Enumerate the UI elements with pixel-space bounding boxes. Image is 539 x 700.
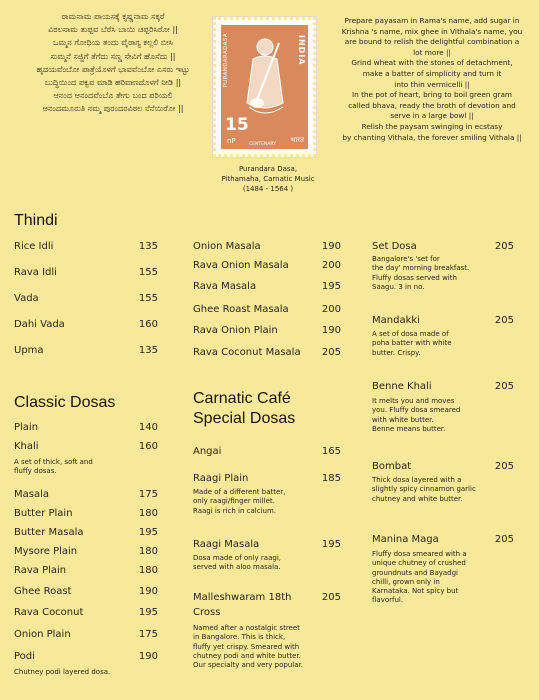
menu-item-name: Dahi Vada — [14, 319, 65, 330]
menu-item-description — [193, 554, 323, 573]
poem-line: are bound to relish the delightful combination a — [344, 37, 520, 47]
menu-item-name: Rava Coconut Masala — [193, 347, 301, 358]
menu-item-price: 165 — [321, 446, 341, 457]
description-line: chutney podi and white butter. — [193, 651, 301, 660]
description-line: Benne means butter. — [372, 424, 446, 433]
menu-item-description — [372, 255, 502, 292]
caption-line: Pithamaha, Carnatic Music — [221, 175, 315, 183]
menu-item-price: 185 — [321, 473, 341, 484]
menu-item-name: Mysore Plain — [14, 546, 78, 557]
poem-line: ಹೃದಯವೆಂಬೋ ಪಾತ್ರೆಯೊಳಗೆ ಭಾವವೆಂಬೋ ಎಸರು ಇಟ್ಟು — [36, 63, 190, 74]
menu-item-description — [372, 330, 502, 358]
description-line: butter. Crispy. — [372, 348, 421, 357]
section-title-thindi: Thindi — [14, 212, 58, 229]
menu-item-name: Mandakki — [372, 315, 420, 326]
menu-item-price: 205 — [494, 461, 514, 472]
description-line: with white butter. — [372, 415, 434, 424]
menu-item-name: Raagi Plain — [193, 473, 249, 484]
postage-stamp — [213, 17, 316, 157]
menu-item-price: 195 — [138, 607, 158, 618]
description-line: A set of dosa made of — [372, 330, 449, 338]
kannada-poem — [18, 10, 208, 116]
caption-line: (1484 - 1564 ) — [242, 185, 294, 193]
description-line: Named after a nostalgic street — [193, 624, 300, 632]
description-line: the day' morning breakfast. — [372, 264, 470, 273]
description-line: Bangalore's 'set for — [372, 255, 440, 263]
menu-item-price: 135 — [138, 345, 158, 356]
poem-line: ಸುಮ್ಮನೆ ಸಜ್ಜಿಗೆ ತೆಗೆದು ಸಣ್ಣ ಸೇವಿಗೆ ಹೊಸೆದು || — [50, 50, 176, 61]
menu-item-price: 205 — [494, 241, 514, 252]
stamp-value: 15 — [225, 115, 249, 135]
menu-item-name: Bombat — [372, 461, 412, 472]
menu-item-name: Set Dosa — [372, 241, 417, 252]
stamp-hindi-text: भारत — [290, 136, 304, 144]
menu-item-name: Masala — [14, 489, 49, 500]
description-line: slightly spicy cinnamon garlic — [372, 485, 476, 494]
description-line: served with aloo masala. — [193, 563, 281, 572]
menu-item-price: 200 — [321, 260, 341, 271]
poem-line: called bhava, ready the broth of devotion and — [348, 100, 516, 110]
description-line: Dosa made of only raagi, — [193, 554, 281, 562]
menu-item-name: Podi — [14, 651, 35, 662]
description-line: fluffy dosas. — [14, 467, 57, 476]
menu-item-price: 195 — [321, 539, 341, 550]
menu-item-price: 205 — [494, 315, 514, 326]
menu-item-name: Onion Plain — [14, 629, 71, 640]
menu-item-price: 205 — [321, 592, 341, 603]
menu-item-name: Vada — [14, 293, 39, 304]
menu-item-name: Rava Onion Masala — [193, 260, 289, 271]
menu-item-price: 160 — [138, 441, 158, 452]
menu-item-name: Raagi Masala — [193, 539, 260, 550]
section-title-classic-dosas: Classic Dosas — [14, 394, 116, 411]
description-line: Made of a different batter, — [193, 488, 286, 496]
menu-item-name: Khali — [14, 441, 39, 452]
description-line: Karnataka. Not spicy but — [372, 587, 459, 596]
menu-item-price: 190 — [321, 325, 341, 336]
description-line: flavorful. — [372, 596, 404, 605]
menu-item-price: 190 — [138, 586, 158, 597]
menu-item-name: Rava Coconut — [14, 607, 84, 618]
description-line: Thick dosa layered with a — [372, 476, 462, 484]
menu-item-price: 175 — [138, 489, 158, 500]
menu-item-name: Upma — [14, 345, 44, 356]
poem-line: ಆನಂದಮೂರುತಿ ನಮ್ಮ ಪುರಂದರವಿಠಲ ನೆನೆಯಿರೋ || — [42, 103, 184, 114]
menu-item-price: 195 — [138, 527, 158, 538]
description-line: groundnuts and Bayadgi — [372, 568, 459, 577]
description-line: Fluffy dosas served with — [372, 273, 457, 282]
menu-item-price: 180 — [138, 546, 158, 557]
poem-line: ವಿಠಲನಾಮ ತುಪ್ಪವ ಬೆರೆಸಿ ಬಾಯಿ ಚಪ್ಪರಿಸಿರೋ || — [48, 24, 178, 35]
description-line: poha batter with white — [372, 339, 452, 348]
menu-item-name: Benne Khali — [372, 381, 432, 392]
description-line: Raagi is rich in calcium. — [193, 506, 277, 515]
stamp-caption — [213, 164, 323, 194]
description-line: Our specialty and very popular. — [193, 661, 303, 670]
description-line: only raagi/finger millet. — [193, 497, 275, 506]
menu-item-description — [372, 476, 512, 504]
menu-item-price: 155 — [138, 293, 158, 304]
description-line: A set of thick, soft and — [14, 458, 93, 466]
menu-item-price: 180 — [138, 565, 158, 576]
menu-item-name: Rava Masala — [193, 281, 257, 292]
poem-line: Relish the paysam swinging in ecstasy — [361, 121, 503, 131]
poem-line: make a batter of simplicity and turn it — [362, 68, 502, 78]
menu-item-name: Rava Idli — [14, 267, 57, 278]
menu-item-name: Ghee Roast Masala — [193, 304, 289, 315]
menu-item-price: 180 — [138, 508, 158, 519]
menu-item-price: 205 — [494, 534, 514, 545]
description-line: Chutney podi layered dosa. — [14, 668, 111, 676]
description-line: you. Fluffy dosa smeared — [372, 406, 461, 415]
menu-item-name: Rava Plain — [14, 565, 67, 576]
description-line: chutney and white butter. — [372, 494, 463, 503]
menu-item-price: 205 — [321, 347, 341, 358]
menu-item-price: 140 — [138, 422, 158, 433]
menu-item-name: Angai — [193, 446, 222, 457]
menu-item-price: 200 — [321, 304, 341, 315]
menu-item-name: Ghee Roast — [14, 586, 72, 597]
menu-item-price: 190 — [138, 651, 158, 662]
section-title-special-line2: Special Dosas — [193, 410, 296, 427]
poem-line: In the pot of heart, bring to boil green gram — [351, 90, 513, 100]
poem-line: Prepare payasam in Rama's name, add sugar in — [344, 16, 520, 25]
stamp-country: INDIA — [297, 35, 306, 66]
poem-line: lot more || — [413, 47, 451, 57]
menu-item-price: 205 — [494, 381, 514, 392]
poem-line: Krishna 's name, mix ghee in Vithala's name, you — [341, 26, 523, 36]
caption-line: Purandara Dasa, — [238, 165, 298, 173]
menu-item-price: 135 — [138, 241, 158, 252]
poem-line: ಆನಂದ ಆನಂದವೆಂಬೊ ತೇಗು ಬಂದ ಪರಿಯಲಿ — [53, 90, 173, 101]
description-line: Saagu. 3 in no. — [372, 282, 425, 291]
menu-item-name: Butter Plain — [14, 508, 73, 519]
poem-line: into thin vermicelli || — [394, 79, 470, 89]
menu-item-price: 175 — [138, 629, 158, 640]
menu-item-description — [14, 668, 144, 677]
stamp-artwork — [221, 25, 308, 149]
menu-item-name: Plain — [14, 422, 39, 433]
poem-line: serve in a large bowl || — [390, 111, 474, 121]
description-line: fluffy yet crispy. Smeared with — [193, 642, 300, 651]
description-line: in Bangalore. This is thick, — [193, 633, 286, 642]
menu-item-description — [372, 550, 502, 606]
stamp-bottom-text: CENTENARY — [249, 142, 276, 147]
description-line: It melts you and moves — [372, 397, 455, 405]
menu-item-name: Malleshwaram 18th — [193, 592, 292, 603]
poem-line: by chanting Vithala, the forever smiling Vithala || — [342, 132, 522, 142]
menu-item-price: 190 — [321, 241, 341, 252]
description-line: chilli, grown only in — [372, 577, 440, 586]
description-line: unique chutney of crushed — [372, 559, 466, 568]
menu-item-description — [193, 624, 318, 670]
menu-item-name: Butter Masala — [14, 527, 84, 538]
description-line: Fluffy dosa smeared with a — [372, 550, 467, 558]
section-title-special-line1: Carnatic Café — [193, 390, 291, 407]
menu-item-name: Rava Onion Plain — [193, 325, 278, 336]
poem-line: ಒಮ್ಮನ ಗೋಧಿಯ ತಂದು ವೈರಾಗ್ಯ ಕಲ್ಲಲಿ ಬೀಸಿ — [53, 37, 173, 48]
menu-item-price: 195 — [321, 281, 341, 292]
poem-line: Grind wheat with the stones of detachment, — [351, 58, 513, 68]
menu-item-description — [193, 488, 323, 516]
menu-item-price: 155 — [138, 267, 158, 278]
poem-line: ಬುದ್ಧಿಯಿಂದ ಪಕ್ವವ ಮಾಡಿ ಹರಿವಾಣದೊಳಗೆ ನೀಡಿ || — [44, 77, 182, 88]
menu-item-name: Rice Idli — [14, 241, 54, 252]
menu-item-name-line2: Cross — [193, 607, 221, 618]
menu-item-name: Manina Maga — [372, 534, 439, 545]
menu-item-description — [372, 397, 502, 434]
stamp-unit: nP — [227, 137, 236, 145]
saint-figure-icon — [235, 33, 295, 123]
menu-item-name: Onion Masala — [193, 241, 261, 252]
english-poem — [337, 16, 527, 143]
menu-item-price: 160 — [138, 319, 158, 330]
menu-item-description — [14, 458, 144, 477]
stamp-side-text: PURANDARADASA — [223, 33, 229, 88]
poem-line: ರಾಮನಾಮ ಪಾಯಸಕ್ಕೆ ಕೃಷ್ಣನಾಮ ಸಕ್ಕರೆ — [61, 11, 165, 21]
